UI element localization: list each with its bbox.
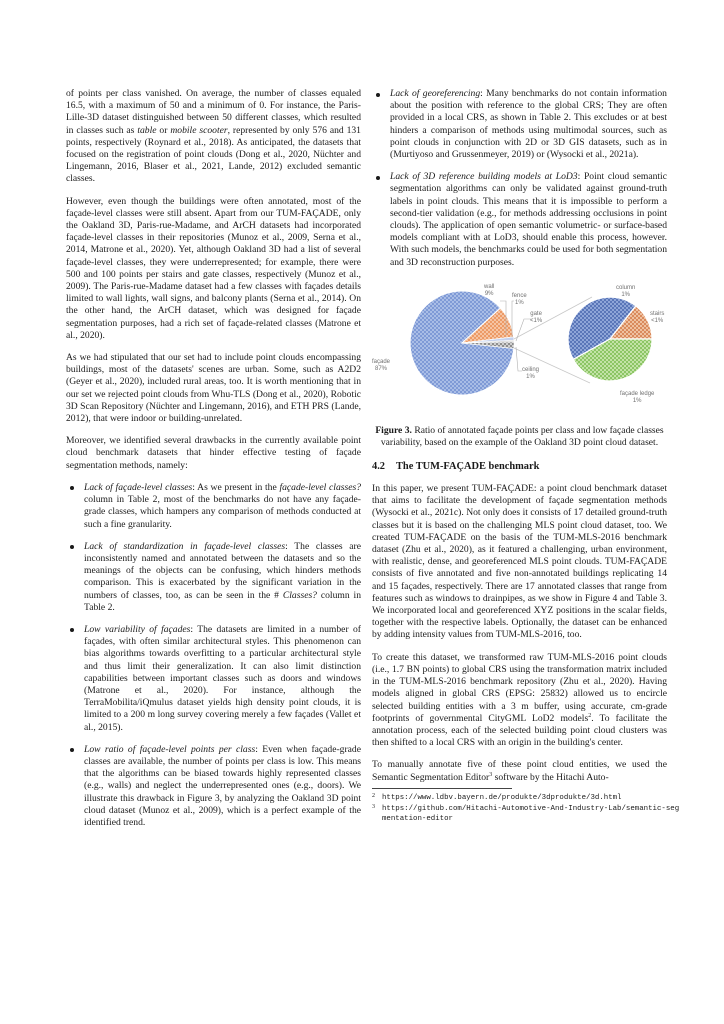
footnote-ref-3: 3 — [489, 771, 493, 778]
drawbacks-list-continued — [372, 88, 667, 269]
footnote-ref-2: 2 — [588, 712, 592, 719]
paragraph-drawbacks-intro: Moreover, we identified several drawbacks in the currently available point cloud benchmark datasets that hinder effective testing of façade segmentation methods, namely: — [66, 435, 361, 471]
paragraph-facade-classes: However, even though the buildings were often annotated, most of the façade-level classes were still absent. Apart from our TUM-FAÇADE, only the Oakland 3D, Paris-rue-Madame, and ArCH datasets had incorporated façade-level classes in their repositories (Munoz et al., 2009, Serna et al., 2014, Matrone et al., 2020). Yet, although Oakland 3D had a list of several façade-level classes, they were underrepresented; for example, there were 500 and 100 points per stairs and gate classes, respectively (Munoz et al., 2009). The Paris-rue-Madame dataset had a few classes with façades details limited to wall lights, wall signs, and balcony plants (Serna et al., 2014). On the other hand, the ArCH dataset, which was designed for façade segmentation purposes, had a rich set of façade-related classes (Matrone et al., 2020). — [66, 195, 361, 341]
pie-label-column: column 1% — [616, 284, 636, 298]
paragraph-dataset-creation: To create this dataset, we transformed raw TUM-MLS-2016 point clouds (i.e., 1.7 BN points) to global CRS using the transformation matrix included in the TUM-MLS-2016 benchmark repository (Zhu et al., 2020). Having models aligned in global CRS (EPSG: 25832) allowed us to encircle selected building entities with a 3 m buffer, using accurate, cm-grade footprints of governmental CityGML LoD2 models$^2$. To facilitate the annotation process, each of the selected building point cloud clusters was then shifted to a local CRS with an origin in the building's center. — [372, 651, 668, 749]
list-item: Low ratio of façade-level points per class: Even when façade-grade classes are available, the number of points per class is low. This means that the algorithms can be biased towards highly represented classes (e.g., walls) and neglect the underrepresented ones (e.g., doors). We illustrate this drawback in Figure 3, by analyzing the Oakland 3D point cloud dataset (Munoz et al., 2009), which is a perfect example of the identified trend. — [66, 744, 361, 829]
pie-label-gate: gate <1% — [530, 310, 543, 324]
figure-3-pie-charts — [372, 279, 667, 419]
left-column — [66, 88, 361, 839]
figure-caption: Figure 3. Ratio of annotated façade points per class and low façade classes variability, based on the example of the Oakland 3D point cloud dataset. — [375, 424, 664, 448]
footnote-link[interactable]: https://www.ldbv.bayern.de/produkte/3dprodukte/3d.html — [382, 793, 622, 802]
drawbacks-list — [66, 482, 361, 829]
list-item: Lack of 3D reference building models at LoD3: Point cloud semantic segmentation algorithms can only be validated against ground-truth labels in point clouds. This means that it is impossible to perform a second-tier validation (e.g., for methods addressing occlusions in point clouds). The application of open semantic volumetric- or surface-based models compliant with at LoD3, should enable this process, however. With such models, the benchmarks could be used for both segmentation and 3D reconstruction purposes. — [372, 171, 667, 269]
list-item: Lack of façade-level classes: As we present in the façade-level classes? column in Table 2, most of the benchmarks do not have any façade-grade classes, which hampers any comparison of methods conducted at such a fine granularity. — [66, 482, 361, 531]
pie-label-facade-ledge: façade ledge 1% — [620, 390, 655, 404]
paragraph-annotation: To manually annotate five of these point cloud entities, we used the Semantic Segmentation Editor$^3$ software by the Hitachi Auto- — [372, 759, 667, 783]
section-heading: 4.2 The TUM-FAÇADE benchmark — [372, 460, 540, 472]
list-item: Lack of standardization in façade-level classes: The classes are inconsistently named and annotated between the datasets and so the meanings of the objects can be confusing, which hinders methods comparison. This is exacerbated by the significant variation in the numbers of classes, too, as can be seen in the # Classes? column in Table 2. — [66, 541, 361, 614]
right-column — [372, 88, 680, 824]
paragraph-benchmark-intro: In this paper, we present TUM-FAÇADE: a point cloud benchmark dataset that aims to facilitate the development of façade segmentation methods (Wysocki et al., 2021c). Not only does it consists of 17 detailed ground-truth classes but it is based on the challenging MLS point cloud dataset, too. We created TUM-FAÇADE on the basis of the TUM-MLS-2016 benchmark dataset (Zhu et al., 2020), as it featured a challenging, urban environment, with realistic, dense, and georeferenced MLS point clouds. TUM-FAÇADE consists of five annotated and five non-annotated buildings replicating 14 and 15 façades, respectively. There are 17 annotated classes that range from features such as windows to drainpipes, as we show in Figure 4 and Table 3. We incorporated local and georeferenced XYZ positions in the scalar fields, together with the respective labels. Optionally, the dataset can be enhanced by adding intensity values from TUM-MLS-2016, too. — [372, 483, 667, 641]
pie-label-fence: fence 1% — [512, 292, 527, 306]
paragraph-class-statistics: of points per class vanished. On average, the number of classes equaled 16.5, with a maximum of 50 and a minimum of 0. For instance, the Paris-Lille-3D dataset distinguished between 50 different classes, which resulted in classes such as table or mobile scooter, represented by only 576 and 131 points, respectively (Roynard et al., 2018). As anticipated, the datasets that focused on the registration of point clouds (Dong et al., 2020, Nüchter and Lingemann, 2016, Blaser et al., 2021, Lande, 2012) excluded semantic classes. — [66, 88, 361, 185]
pie-label-facade: façade 87% — [372, 358, 391, 372]
breakdown-pie — [568, 297, 652, 381]
pie-label-stairs: stairs <1% — [650, 310, 665, 324]
footnote-2: 2 https://www.ldbv.bayern.de/produkte/3dprodukte/3d.html — [372, 792, 622, 802]
main-pie — [410, 291, 514, 395]
pie-label-wall: wall 9% — [484, 283, 495, 297]
list-item: Lack of georeferencing: Many benchmarks do not contain information about the position with reference to the global CRS; They are often provided in a local CRS, as shown in Table 2. This excludes or at best hinders a comparison of methods using multimodal sources, such as point clouds in conjunction with 2D or 3D GIS datasets, such as in (Murtiyoso and Grussenmeyer, 2019) or (Wysocki et al., 2021a). — [372, 88, 667, 161]
footnote-3: 3 https://github.com/Hitachi-Automotive-And-Industry-Lab/semantic-segmentation-editor — [372, 803, 680, 823]
footnote-link[interactable]: https://github.com/Hitachi-Automotive-And-Industry-Lab/semantic-segmentation-editor — [382, 804, 680, 823]
footnotes — [372, 788, 680, 824]
paragraph-urban-scenes: As we had stipulated that our set had to include point clouds encompassing buildings, most of the datasets' scenes are urban. Some, such as A2D2 (Geyer et al., 2020), included rural areas, too. It is worth mentioning that in our set we rejected point clouds from Whu-TLS (Dong et al., 2020), Robotic 3D Scan Repository (Nüchter and Lingemann, 2016), and ETH PRS (Lande, 2012), that were indoor or building-unrelated. — [66, 352, 361, 425]
pie-label-ceiling: ceiling 1% — [522, 366, 540, 380]
list-item: Low variability of façades: The datasets are limited in a number of façades, with often similar architectural styles. This phenomenon can bias algorithms towards overfitting to a particular architectural style and thus limit their generalization. It can also limit distinction capabilities between important classes such as doors and windows (Matrone et al., 2020). For instance, although the TerraMobilita/iQmulus dataset yields high density point clouds, it is limited to a 200 m long survey covering merely a few façades (Vallet et al., 2015). — [66, 624, 361, 734]
